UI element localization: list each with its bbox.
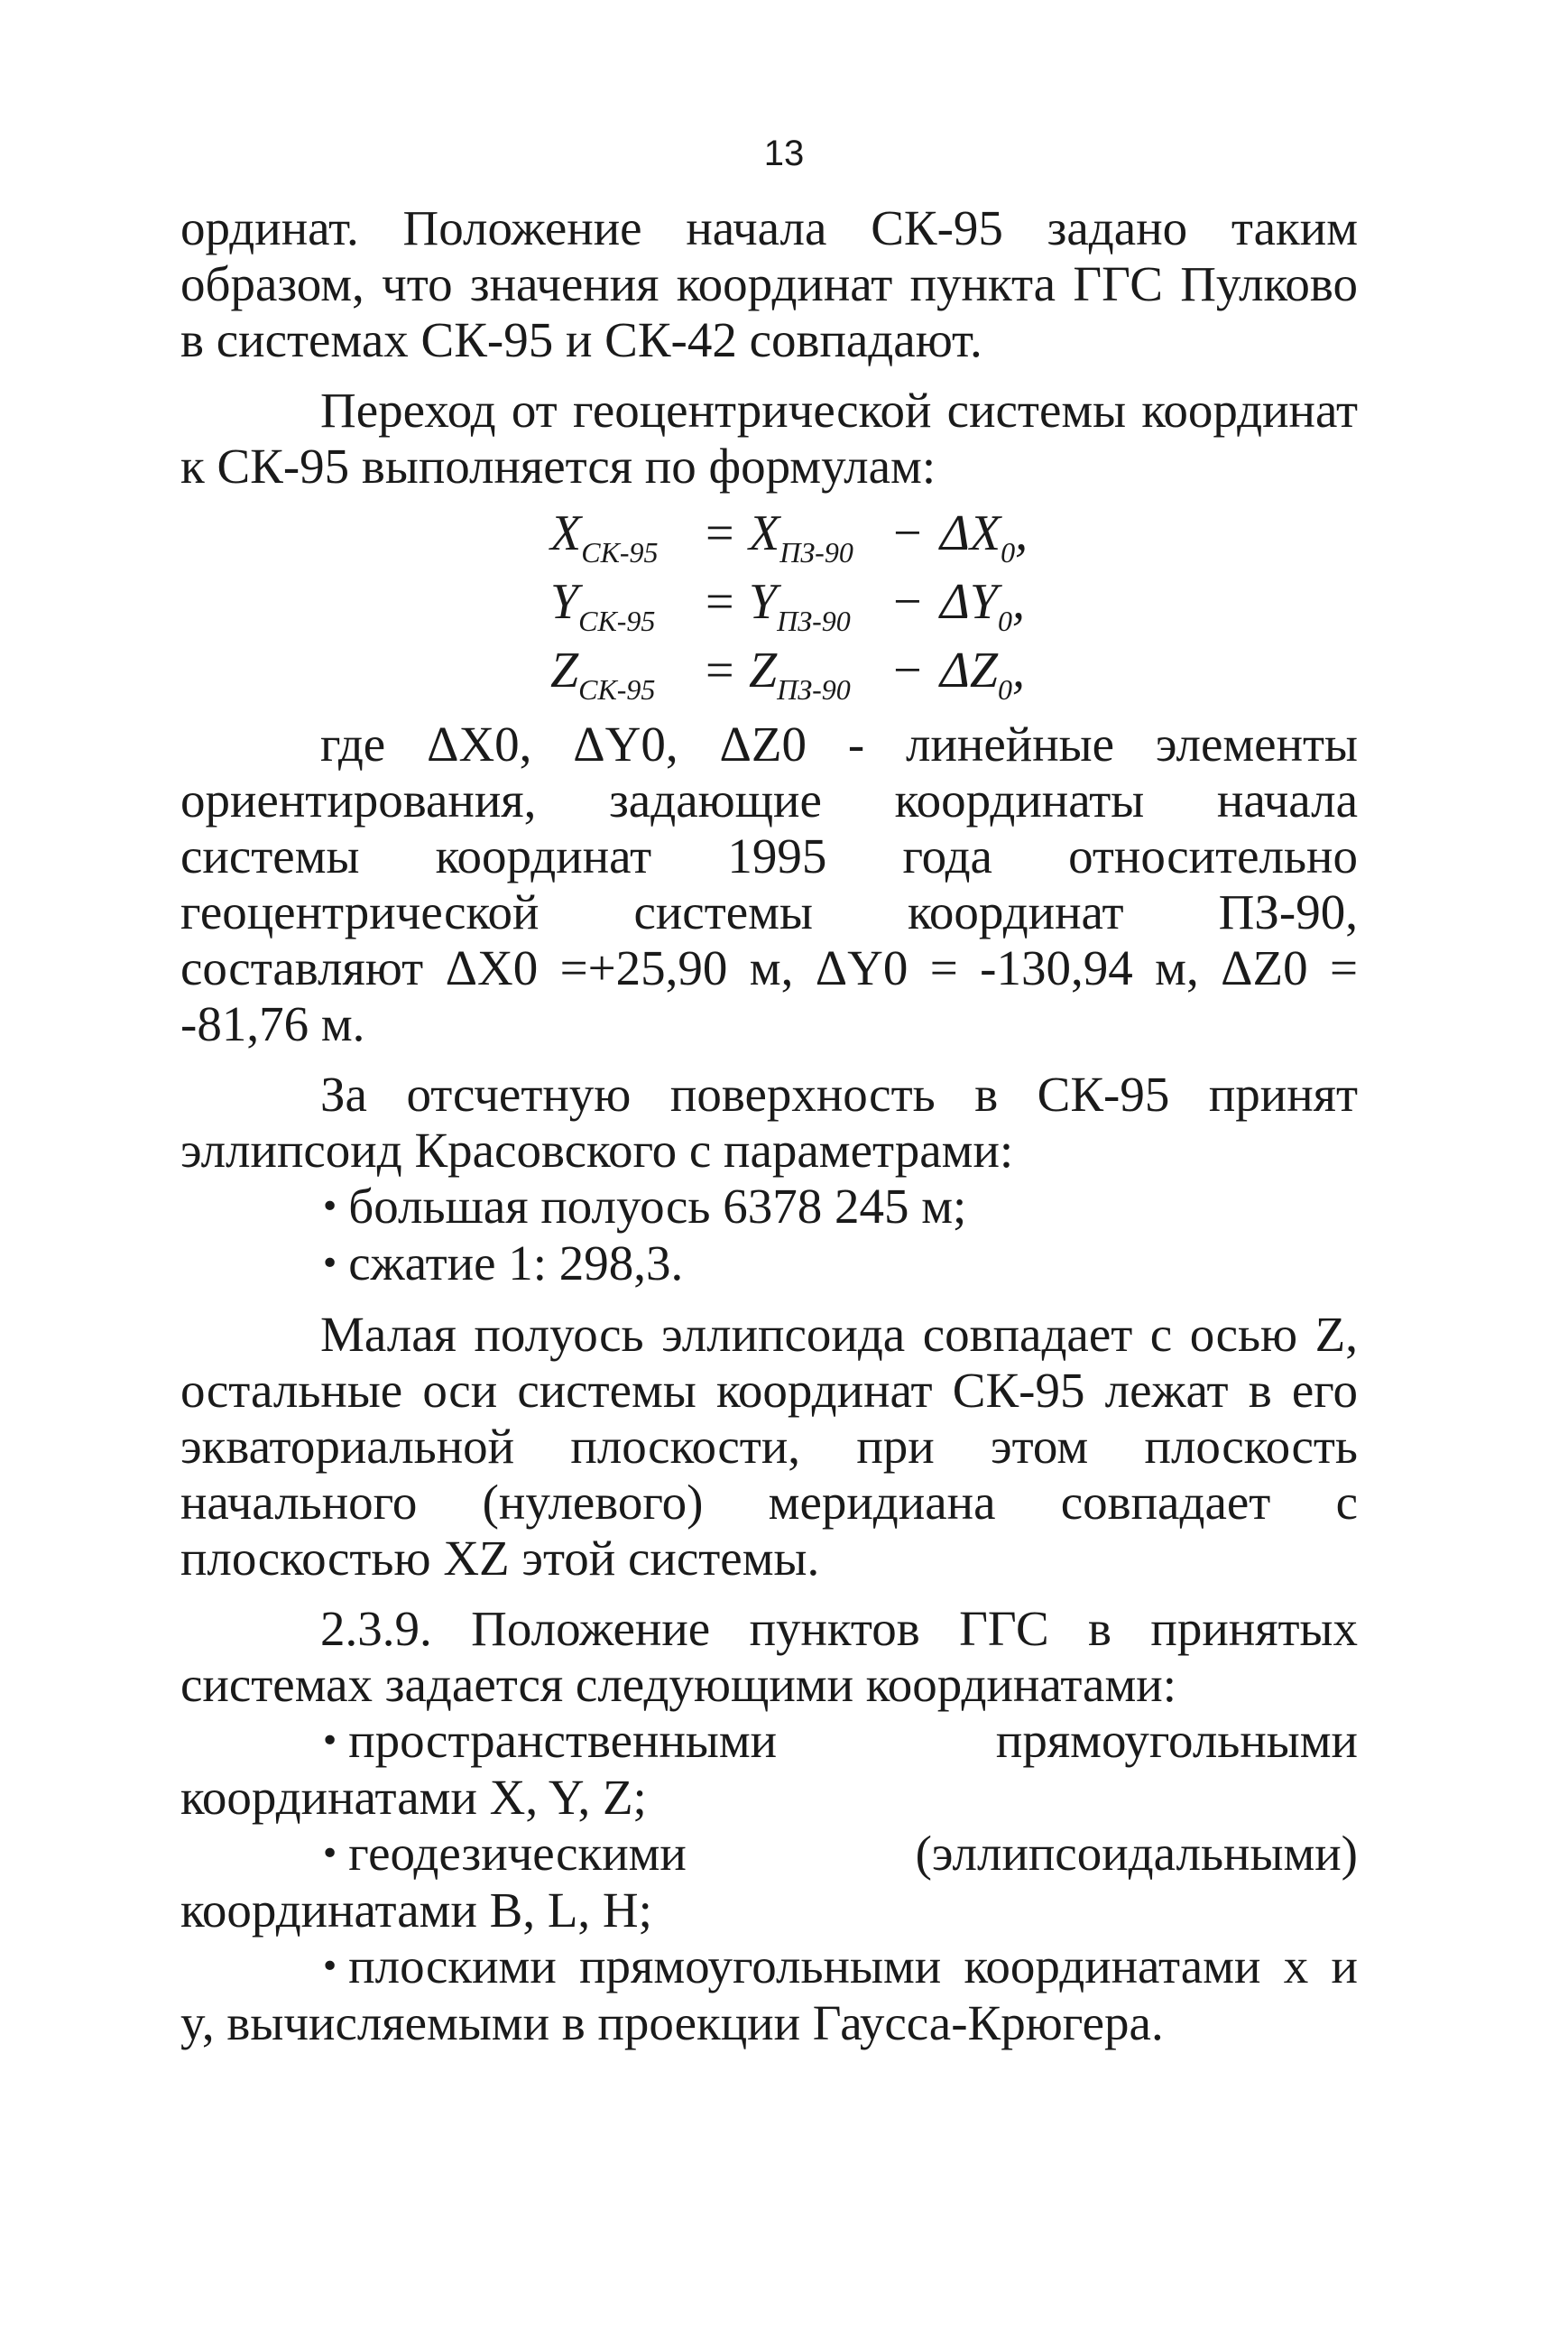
page-body [180, 200, 1358, 2051]
formula-x-eq: = [706, 505, 734, 561]
bullet-icon: • [320, 1245, 340, 1282]
formula-z [180, 643, 1358, 706]
formula-z-minus: − [893, 643, 922, 698]
formula-y-lhs: Y [550, 574, 579, 630]
formula-z-end: , [1012, 643, 1026, 698]
formula-y-rhs-sub: ПЗ-90 [777, 605, 851, 637]
paragraph-section-2-3-9: 2.3.9. Положение пунктов ГГС в принятых системах задается следующими координатами: [180, 1601, 1358, 1712]
formula-y-eq: = [706, 574, 734, 630]
formula-z-lhs: Z [550, 643, 579, 698]
paragraph-minor-axis: Малая полуось эллипсоида совпадает с осью Z, остальные оси системы координат СК-95 лежат в его экваториальной плоскости, при этом плоскость начального (нулевого) меридиана совпадает с плоскостью XZ этой системы. [180, 1307, 1358, 1586]
paragraph-continuation: ординат. Положение начала СК-95 задано таким образом, что значения координат пункта ГГС Пулково в системах СК-95 и СК-42 совпадают. [180, 200, 1358, 367]
ellipsoid-param-1: большая полуось 6378 245 м; [348, 1179, 967, 1234]
formula-x-rhs: X [749, 505, 780, 561]
formula-x [180, 505, 1358, 569]
formula-x-minus: − [893, 505, 922, 561]
coordinate-type-1: пространственными прямоугольными координатами X, Y, Z; [180, 1713, 1358, 1825]
bullet-icon: • [320, 1723, 340, 1760]
formula-z-rhs: Z [749, 643, 778, 698]
bullet-icon: • [320, 1189, 340, 1226]
formula-x-end: , [1015, 505, 1028, 561]
formula-z-delta-sub: 0 [998, 673, 1013, 706]
formula-y-delta: ΔY [940, 574, 999, 630]
list-item [180, 1179, 1358, 1235]
paragraph-where [180, 717, 1358, 1052]
formula-z-rhs-sub: ПЗ-90 [777, 673, 851, 706]
coordinate-type-3: плоскими прямоугольными координатами x и y, вычисляемыми в проекции Гаусса-Крюгера. [180, 1938, 1358, 2050]
formula-y-minus: − [893, 574, 922, 630]
formula-y-rhs: Y [749, 574, 778, 630]
paragraph-reference-surface: За отсчетную поверхность в СК-95 принят эллипсоид Красовского с параметрами: [180, 1067, 1358, 1178]
where-text: - линейные элементы ориентирования, задающие координаты начала системы координат 1995 года относительно геоцентрической системы координат ПЗ-90, составляют ΔX0 =+25,90 м, ΔY0 = -130,94 м, ΔZ0 = -81,76 м. [180, 717, 1358, 1051]
formula-x-rhs-sub: ПЗ-90 [779, 536, 853, 569]
list-item [180, 1713, 1358, 1826]
bullet-icon: • [320, 1836, 340, 1873]
formula-y-end: , [1012, 574, 1026, 630]
page-number: 13 [763, 134, 805, 173]
formula-z-lhs-sub: СК-95 [578, 673, 656, 706]
formula-z-delta: ΔZ [940, 643, 999, 698]
formula-block [180, 495, 1358, 717]
formula-z-eq: = [706, 643, 734, 698]
formula-x-delta: ΔX [940, 505, 1001, 561]
paragraph-transition-intro: Переход от геоцентрической системы координат к СК-95 выполняется по формулам: [180, 383, 1358, 494]
formula-x-lhs: X [550, 505, 582, 561]
bullet-icon: • [320, 1948, 340, 1985]
list-item [180, 1938, 1358, 2051]
list-item [180, 1235, 1358, 1292]
formula-y [180, 574, 1358, 637]
formula-y-delta-sub: 0 [998, 605, 1013, 637]
where-prefix: где [320, 717, 386, 772]
coordinate-type-2: геодезическими (эллипсоидальными) координатами B, L, H; [180, 1826, 1358, 1938]
where-terms: ΔX0, ΔY0, ΔZ0 [427, 717, 807, 772]
ellipsoid-param-2: сжатие 1: 298,3. [348, 1235, 684, 1290]
formula-x-lhs-sub: СК-95 [581, 536, 659, 569]
formula-y-lhs-sub: СК-95 [578, 605, 656, 637]
list-item [180, 1826, 1358, 1938]
formula-x-delta-sub: 0 [1001, 536, 1016, 569]
